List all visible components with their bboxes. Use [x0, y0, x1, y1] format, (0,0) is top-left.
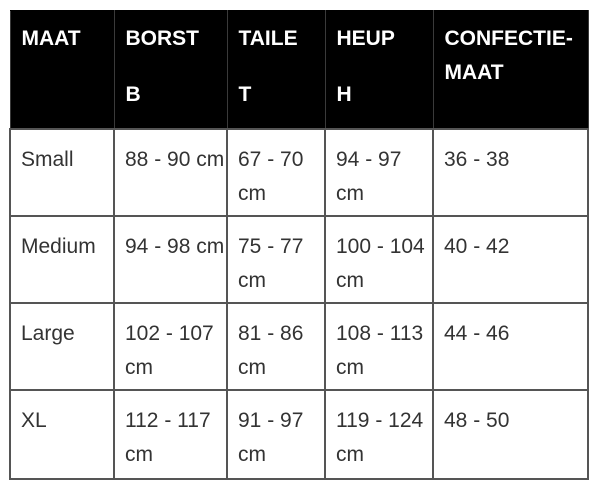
header-confectiemaat-label: CONFECTIE- MAAT — [444, 27, 573, 84]
cell-taile: 81 - 86 cm — [227, 303, 325, 390]
cell-maat: XL — [10, 390, 114, 479]
header-maat-label: MAAT — [21, 27, 81, 50]
cell-borst: 102 - 107 cm — [114, 303, 227, 390]
cell-taile: 75 - 77 cm — [227, 216, 325, 303]
header-borst-label: BORST — [125, 27, 199, 50]
header-maat — [10, 11, 114, 129]
header-taile-abbr: T — [238, 83, 252, 106]
header-taile-label: TAILE — [238, 27, 298, 50]
table-row — [10, 303, 588, 390]
size-table — [9, 10, 589, 480]
cell-heup: 108 - 113 cm — [325, 303, 433, 390]
table-row — [10, 129, 588, 216]
cell-confectiemaat: 36 - 38 — [433, 129, 588, 216]
header-borst-abbr: B — [125, 83, 141, 106]
cell-heup: 94 - 97 cm — [325, 129, 433, 216]
cell-confectiemaat: 40 - 42 — [433, 216, 588, 303]
size-chart — [9, 10, 589, 480]
cell-taile: 67 - 70 cm — [227, 129, 325, 216]
cell-heup: 119 - 124 cm — [325, 390, 433, 479]
header-heup — [325, 11, 433, 129]
table-row — [10, 390, 588, 479]
header-heup-label: HEUP — [336, 27, 395, 50]
cell-confectiemaat: 48 - 50 — [433, 390, 588, 479]
cell-taile: 91 - 97 cm — [227, 390, 325, 479]
cell-borst: 112 - 117 cm — [114, 390, 227, 479]
header-row — [10, 11, 588, 129]
table-row — [10, 216, 588, 303]
cell-maat: Large — [10, 303, 114, 390]
header-heup-abbr: H — [336, 83, 352, 106]
cell-heup: 100 - 104 cm — [325, 216, 433, 303]
cell-borst: 94 - 98 cm — [114, 216, 227, 303]
cell-confectiemaat: 44 - 46 — [433, 303, 588, 390]
cell-borst: 88 - 90 cm — [114, 129, 227, 216]
header-taile — [227, 11, 325, 129]
header-confectiemaat — [433, 11, 588, 129]
cell-maat: Medium — [10, 216, 114, 303]
header-borst — [114, 11, 227, 129]
cell-maat: Small — [10, 129, 114, 216]
